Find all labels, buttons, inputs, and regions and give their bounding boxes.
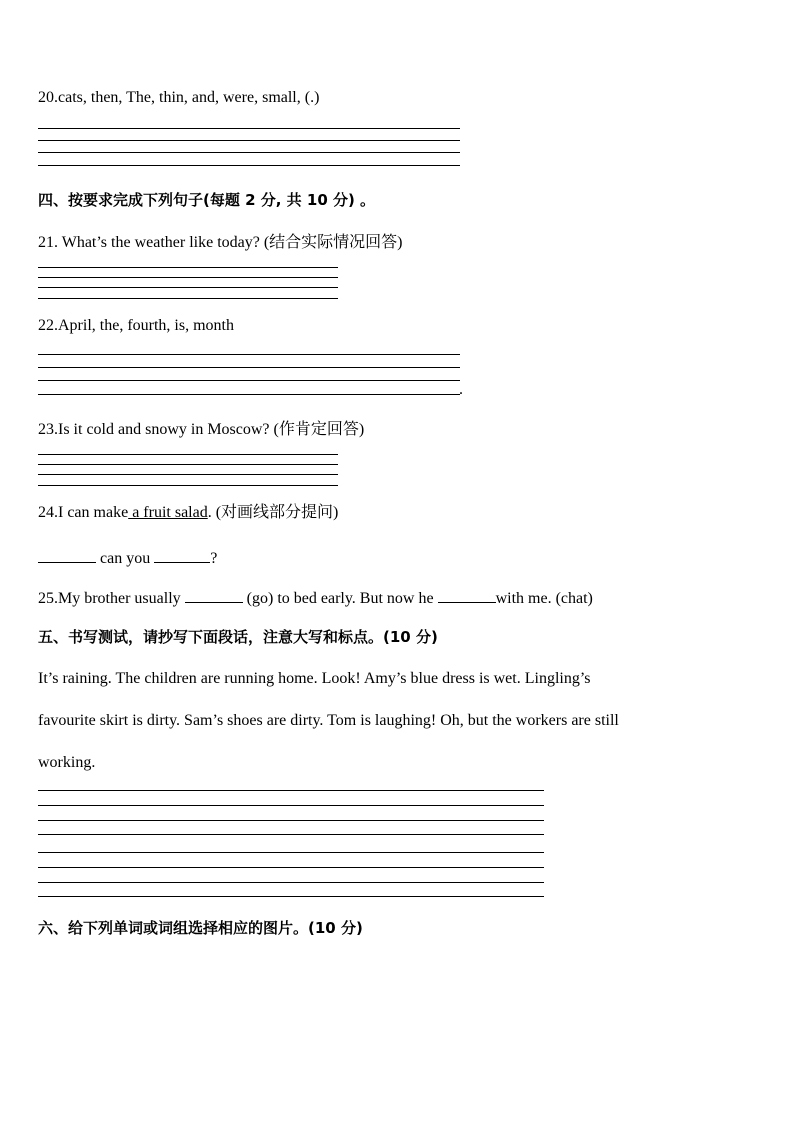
question-24-blank-2[interactable]: [154, 546, 210, 563]
question-25-part-1: 25.My brother usually: [38, 590, 181, 607]
question-25-blank-1[interactable]: [185, 586, 243, 603]
section-5-paragraph-line-2: favourite skirt is dirty. Sam’s shoes are dirty. Tom is laughing! Oh, but the workers are still: [38, 712, 619, 729]
question-24-answer-end: ?: [210, 550, 218, 567]
section-5-paragraph-line-3: working.: [38, 754, 96, 771]
question-25: [38, 586, 593, 609]
section-6-heading: 六、给下列单词或词组选择相应的图片。(10 分): [38, 919, 363, 937]
question-25-part-2: (go) to bed early. But now he: [246, 590, 434, 607]
question-23: 23.Is it cold and snowy in Moscow? (作肯定回答): [38, 421, 365, 438]
question-21: 21. What’s the weather like today? (结合实际情况回答): [38, 234, 403, 251]
section-5-paragraph-line-1: It’s raining. The children are running home. Look! Amy’s blue dress is wet. Lingling’s: [38, 670, 591, 687]
question-24-underlined-phrase: a fruit salad: [128, 504, 208, 521]
question-24-suffix: . (对画线部分提问): [207, 504, 339, 521]
question-24-blank-1[interactable]: [38, 546, 96, 563]
question-25-blank-2[interactable]: [438, 586, 496, 603]
question-20: 20.cats, then, The, thin, and, were, small, (.): [38, 89, 320, 106]
question-24-answer-mid: can you: [100, 550, 151, 567]
question-22: 22.April, the, fourth, is, month: [38, 317, 234, 334]
section-5-heading: 五、书写测试，请抄写下面段话，注意大写和标点。(10 分): [38, 628, 438, 646]
question-24: [38, 503, 338, 523]
section-4-heading: 四、按要求完成下列句子(每题 2 分, 共 10 分) 。: [38, 191, 376, 209]
question-22-end-mark: .: [459, 381, 463, 398]
question-25-part-3: with me. (chat): [495, 590, 593, 607]
question-24-answer: [38, 546, 217, 569]
question-24-prefix: 24.I can make: [38, 504, 129, 521]
